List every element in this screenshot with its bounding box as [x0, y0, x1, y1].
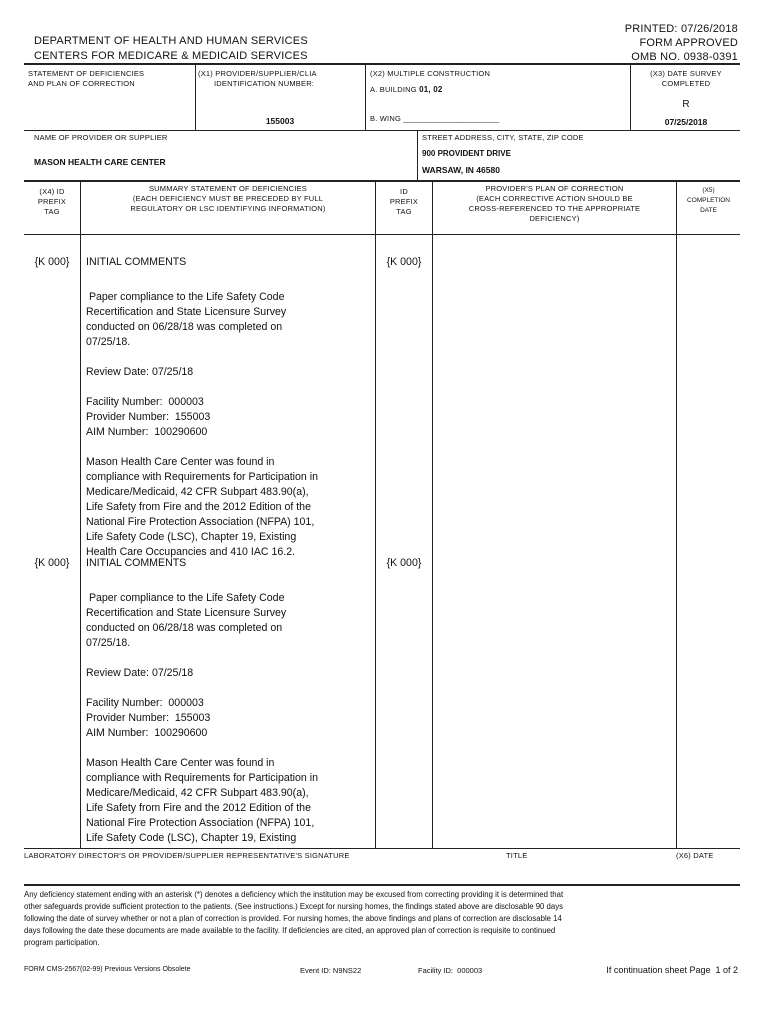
text-line: conducted on 06/28/18 was completed on: [86, 321, 283, 333]
wing-field: B. WING ______________________: [370, 114, 500, 123]
id-header: [376, 187, 432, 217]
text-line: Facility Number: 000003: [86, 697, 204, 709]
director-signature-label: LABORATORY DIRECTOR'S OR PROVIDER/SUPPLIER REPRESENTATIVE'S SIGNATURE: [24, 851, 350, 860]
text-line: Recertification and State Licensure Survey: [86, 306, 287, 318]
department-line-2: CENTERS FOR MEDICARE & MEDICAID SERVICES: [34, 50, 308, 62]
text-line: compliance with Requirements for Participation in: [86, 772, 318, 784]
address-label: STREET ADDRESS, CITY, STATE, ZIP CODE: [422, 133, 584, 142]
form-approved: FORM APPROVED: [639, 37, 738, 49]
divider: [417, 130, 418, 180]
entry-tag: {K 000}: [34, 557, 70, 569]
entry-text: [86, 556, 374, 861]
form-meta: [518, 22, 738, 64]
provider-id-number: 155003: [265, 116, 295, 126]
text-line: 07/25/18.: [86, 637, 131, 649]
column-divider: [676, 181, 677, 848]
id-header-line: TAG: [396, 207, 412, 216]
survey-type: R: [682, 99, 690, 110]
facility-info: [86, 395, 374, 440]
facility-info: [86, 696, 374, 741]
text-line: Life Safety Code (LSC), Chapter 19, Existing: [86, 531, 297, 543]
compliance-paragraph: [86, 756, 374, 846]
signature-bottom-rule: [24, 884, 740, 886]
text-line: Provider Number: 155003: [86, 411, 211, 423]
entry-right-tag: {K 000}: [386, 557, 422, 569]
text-line: Medicare/Medicaid, 42 CFR Subpart 483.90(a),: [86, 486, 309, 498]
text-line: Life Safety Code (LSC), Chapter 19, Existing: [86, 832, 297, 844]
omb-number: OMB NO. 0938-0391: [631, 51, 738, 63]
top-rule: [24, 63, 740, 65]
form-number: FORM CMS-2567(02-99) Previous Versions Obsolete: [24, 966, 191, 973]
facility-id: Facility ID: 000003: [418, 966, 483, 975]
footnote-line: other safeguards provide sufficient protection to the patients. (See instructions.) Except for nursing homes, the findings stated above are disclosable 90 days: [24, 902, 564, 911]
statement-label-line: AND PLAN OF CORRECTION: [28, 79, 135, 88]
survey-completed-date: 07/25/2018: [664, 117, 708, 127]
text-line: Life Safety from Fire and the 2012 Edition of the: [86, 501, 311, 513]
department-name: [34, 34, 308, 63]
column-divider: [432, 181, 433, 848]
paper-compliance-paragraph: [86, 591, 374, 651]
text-line: Medicare/Medicaid, 42 CFR Subpart 483.90(a),: [86, 787, 309, 799]
text-line: Paper compliance to the Life Safety Code: [86, 592, 285, 604]
compliance-paragraph: [86, 455, 374, 560]
column-divider: [375, 181, 376, 848]
text-line: National Fire Protection Association (NFPA) 101,: [86, 516, 315, 528]
address-city: WARSAW, IN 46580: [422, 165, 500, 175]
divider: [365, 64, 366, 130]
entry-heading: INITIAL COMMENTS: [86, 256, 187, 268]
x5-header-line: COMPLETION: [687, 197, 730, 204]
text-line: Health Care Occupancies and 410 IAC 16.2.: [86, 546, 296, 558]
id-header-line: ID: [400, 187, 408, 196]
plan-header-line: (EACH CORRECTIVE ACTION SHOULD BE: [476, 194, 633, 203]
x3-label-line: COMPLETED: [661, 79, 711, 88]
text-line: AIM Number: 100290600: [86, 727, 208, 739]
x1-label-line: (X1) PROVIDER/SUPPLIER/CLIA: [198, 69, 317, 78]
x3-label-line: (X3) DATE SURVEY: [650, 69, 722, 78]
review-date: Review Date: 07/25/18: [86, 667, 194, 679]
footnote: [24, 889, 740, 949]
summary-header: [81, 184, 375, 214]
department-line-1: DEPARTMENT OF HEALTH AND HUMAN SERVICES: [34, 35, 308, 47]
plan-header-line: DEFICIENCY): [529, 214, 580, 223]
entry-text: [86, 255, 374, 575]
x5-header-line: DATE: [700, 207, 717, 214]
title-label: TITLE: [506, 851, 528, 860]
x4-header: [24, 187, 80, 217]
x6-date-label: (X6) DATE: [676, 851, 714, 860]
plan-header-line: PROVIDER'S PLAN OF CORRECTION: [485, 184, 624, 193]
entry-heading: INITIAL COMMENTS: [86, 557, 187, 569]
x2-label: (X2) MULTIPLE CONSTRUCTION: [370, 69, 491, 78]
text-line: AIM Number: 100290600: [86, 426, 208, 438]
row-rule: [24, 130, 740, 131]
building-value: 01, 02: [419, 85, 443, 94]
summary-header-line: (EACH DEFICIENCY MUST BE PRECEDED BY FULL: [132, 194, 324, 203]
row-rule: [24, 180, 740, 182]
id-header-line: PREFIX: [389, 197, 419, 206]
text-line: compliance with Requirements for Participation in: [86, 471, 318, 483]
address-street: 900 PROVIDENT DRIVE: [422, 149, 511, 158]
entry-tag: {K 000}: [34, 256, 70, 268]
text-line: 07/25/18.: [86, 336, 131, 348]
signature-rule: [24, 848, 740, 849]
text-line: National Fire Protection Association (NFPA) 101,: [86, 817, 315, 829]
header-rule: [24, 234, 740, 235]
x4-header-line: TAG: [44, 207, 60, 216]
summary-header-line: REGULATORY OR LSC IDENTIFYING INFORMATION): [130, 204, 326, 213]
text-line: conducted on 06/28/18 was completed on: [86, 622, 283, 634]
footnote-line: program participation.: [24, 938, 100, 947]
text-line: Paper compliance to the Life Safety Code: [86, 291, 285, 303]
column-divider: [80, 181, 81, 848]
x4-header-line: PREFIX: [37, 197, 67, 206]
statement-label-line: STATEMENT OF DEFICIENCIES: [28, 69, 145, 78]
footnote-line: days following the date these documents are made available to the facility. If deficiencies are cited, an approved plan of correction is requisite to continued: [24, 926, 556, 935]
x5-header: [677, 186, 740, 216]
printed-date: PRINTED: 07/26/2018: [624, 23, 738, 35]
footnote-line: Any deficiency statement ending with an asterisk (*) denotes a deficiency which the institution may be excused from correcting providing it is determined that: [24, 890, 564, 899]
x5-header-line: (X5): [702, 187, 715, 194]
page-number: If continuation sheet Page 1 of 2: [606, 965, 738, 975]
provider-name: MASON HEALTH CARE CENTER: [34, 157, 166, 167]
review-date: Review Date: 07/25/18: [86, 366, 194, 378]
text-line: Mason Health Care Center was found in: [86, 456, 275, 468]
paper-compliance-paragraph: [86, 290, 374, 350]
entry-right-tag: {K 000}: [386, 256, 422, 268]
statement-label: [28, 69, 144, 89]
plan-header-line: CROSS-REFERENCED TO THE APPROPRIATE: [468, 204, 641, 213]
building-label: A. BUILDING: [370, 85, 417, 94]
text-line: Life Safety from Fire and the 2012 Edition of the: [86, 802, 311, 814]
text-line: Recertification and State Licensure Survey: [86, 607, 287, 619]
building-field: [370, 85, 443, 95]
text-line: Mason Health Care Center was found in: [86, 757, 275, 769]
event-id: Event ID: N9NS22: [300, 966, 362, 975]
text-line: Facility Number: 000003: [86, 396, 204, 408]
x4-header-line: (X4) ID: [39, 187, 65, 196]
x1-label: [198, 69, 317, 89]
summary-header-line: SUMMARY STATEMENT OF DEFICIENCIES: [148, 184, 307, 193]
x1-label-line: IDENTIFICATION NUMBER:: [214, 79, 315, 88]
footnote-line: following the date of survey whether or not a plan of correction is provided. For nursing homes, the above findings and plans of correction are disclosable 14: [24, 914, 562, 923]
text-line: Provider Number: 155003: [86, 712, 211, 724]
provider-name-label: NAME OF PROVIDER OR SUPPLIER: [34, 133, 168, 142]
divider: [630, 64, 631, 130]
x3-label: [632, 69, 740, 89]
plan-header: [433, 184, 676, 224]
